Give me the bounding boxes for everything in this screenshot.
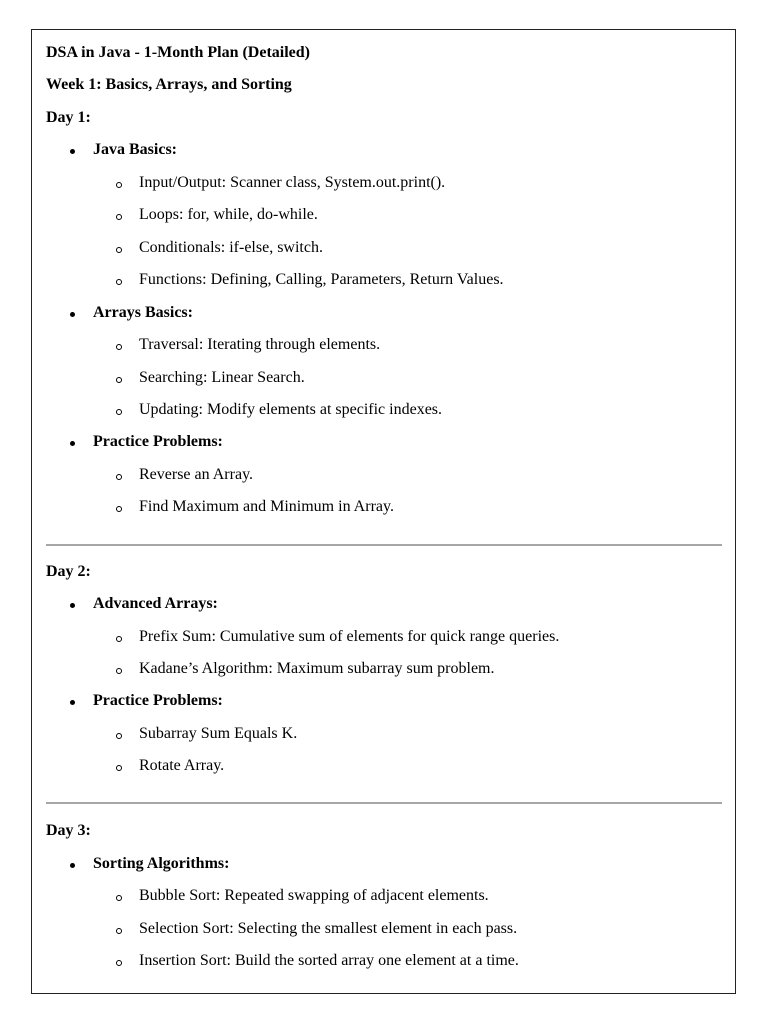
list-item: Updating: Modify elements at specific indexes. xyxy=(139,401,443,418)
list-item: Prefix Sum: Cumulative sum of elements for quick range queries. xyxy=(139,628,560,645)
day-1-heading: Day 1: xyxy=(46,109,91,126)
sub-bullet-icon xyxy=(116,960,122,966)
sub-bullet-icon xyxy=(116,247,122,253)
day-3-heading: Day 3: xyxy=(46,822,91,839)
bullet-icon xyxy=(70,700,75,705)
topic-practice-problems: Practice Problems: xyxy=(93,692,223,709)
topic-practice-problems: Practice Problems: xyxy=(93,433,223,450)
sub-bullet-icon xyxy=(116,279,122,285)
list-item: Insertion Sort: Build the sorted array one element at a time. xyxy=(139,952,519,969)
sub-bullet-icon xyxy=(116,928,122,934)
sub-bullet-icon xyxy=(116,409,122,415)
bullet-icon xyxy=(70,312,75,317)
list-item: Searching: Linear Search. xyxy=(139,369,305,386)
list-item: Functions: Defining, Calling, Parameters, Return Values. xyxy=(139,271,504,288)
sub-bullet-icon xyxy=(116,214,122,220)
week-heading: Week 1: Basics, Arrays, and Sorting xyxy=(46,76,292,93)
bullet-icon xyxy=(70,603,75,608)
topic-arrays-basics: Arrays Basics: xyxy=(93,304,193,321)
sub-bullet-icon xyxy=(116,733,122,739)
sub-bullet-icon xyxy=(116,895,122,901)
list-item: Loops: for, while, do-while. xyxy=(139,206,318,223)
topic-java-basics: Java Basics: xyxy=(93,141,177,158)
topic-sorting-algorithms: Sorting Algorithms: xyxy=(93,855,230,872)
bullet-icon xyxy=(70,149,75,154)
list-item: Traversal: Iterating through elements. xyxy=(139,336,381,353)
list-item: Find Maximum and Minimum in Array. xyxy=(139,498,394,515)
sub-bullet-icon xyxy=(116,182,122,188)
list-item: Bubble Sort: Repeated swapping of adjacent elements. xyxy=(139,887,489,904)
topic-advanced-arrays: Advanced Arrays: xyxy=(93,595,218,612)
document-title: DSA in Java - 1-Month Plan (Detailed) xyxy=(46,44,310,61)
list-item: Reverse an Array. xyxy=(139,466,254,483)
sub-bullet-icon xyxy=(116,765,122,771)
sub-bullet-icon xyxy=(116,506,122,512)
day-2-heading: Day 2: xyxy=(46,563,91,580)
sub-bullet-icon xyxy=(116,474,122,480)
sub-bullet-icon xyxy=(116,668,122,674)
list-item: Conditionals: if-else, switch. xyxy=(139,239,323,256)
sub-bullet-icon xyxy=(116,377,122,383)
list-item: Subarray Sum Equals K. xyxy=(139,725,298,742)
section-divider xyxy=(46,802,722,804)
sub-bullet-icon xyxy=(116,344,122,350)
list-item: Input/Output: Scanner class, System.out.print(). xyxy=(139,174,446,191)
bullet-icon xyxy=(70,441,75,446)
sub-bullet-icon xyxy=(116,636,122,642)
list-item: Selection Sort: Selecting the smallest element in each pass. xyxy=(139,920,518,937)
bullet-icon xyxy=(70,863,75,868)
list-item: Rotate Array. xyxy=(139,757,225,774)
section-divider xyxy=(46,544,722,546)
list-item: Kadane’s Algorithm: Maximum subarray sum problem. xyxy=(139,660,495,677)
